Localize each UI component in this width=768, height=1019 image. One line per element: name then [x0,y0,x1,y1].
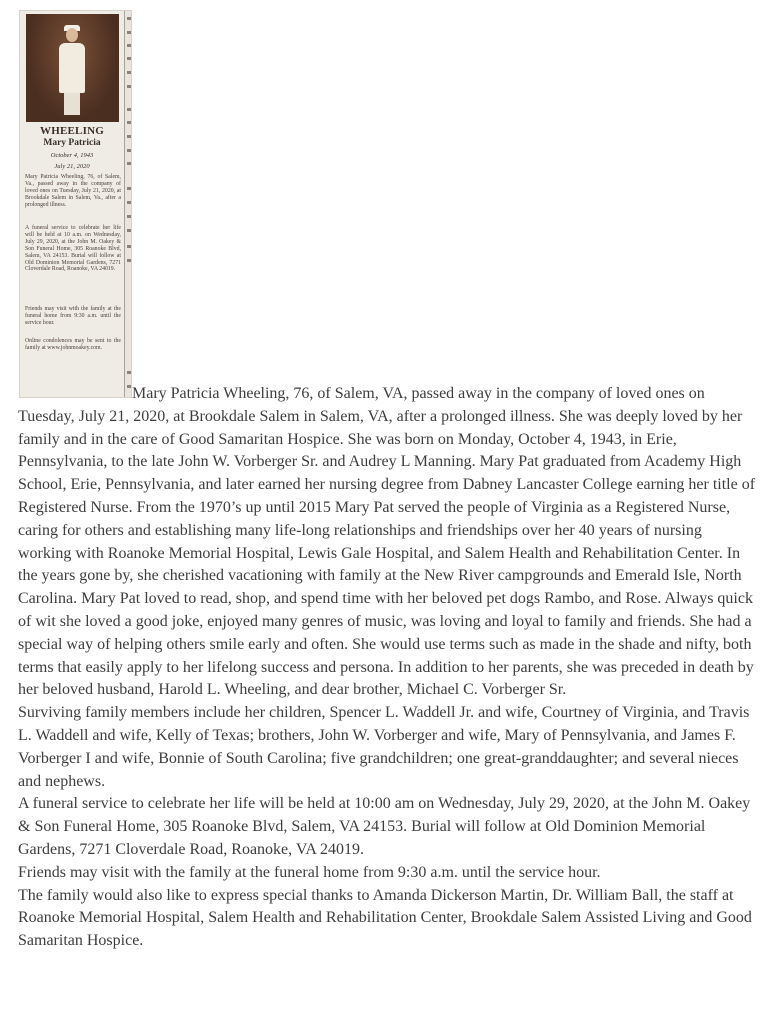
obituary-paragraph-visitation: Friends may visit with the family at the funeral home from 9:30 a.m. until the service hour. [18,863,601,881]
clipping-paragraph: A funeral service to celebrate her life will be held at 10 a.m. on Wednesday, July 29, 2020, at the John M. Oakey & Son Funeral Home, 305 Roanoke Blvd, Salem, VA 24153. Burial will follow at Old Dominion Memorial Gardens, 7271 Cloverdale Road, Roanoke, VA 24019. [25,225,121,273]
newspaper-clipping [19,10,132,398]
clipping-paragraph: Online condolences may be sent to the family at www.johnmoakey.com. [25,338,121,351]
clipping-surname: WHEELING [40,125,104,137]
clipping-paragraph: Mary Patricia Wheeling, 76, of Salem, Va., passed away in the company of loved ones on Tuesday, July 21, 2020, at Brookdale Salem in Salem, Va., after a prolonged illness. [25,174,121,208]
clipping-paragraph: Friends may visit with the family at the funeral home from 9:30 a.m. until the service hour. [25,306,121,326]
obituary-paragraph-survivors: Surviving family members include her children, Spencer L. Waddell Jr. and wife, Courtney of Virginia, and Travis L. Waddell and wife, Kelly of Texas; brothers, John W. Vorberger and wife, Mary of Pennsylvania, and James F. Vorberger I and wife, Bonnie of South Carolina; five grandchildren; one great-granddaughter; and several nieces and nephews. [18,704,750,790]
obituary-paragraph-intro: Mary Patricia Wheeling, 76, of Salem, VA, passed away in the company of loved ones on Tuesday, July 21, 2020, at Brookdale Salem in Salem, VA, after a prolonged illness. She was deeply loved by her family and in the care of Good Samaritan Hospice. She was born on Monday, October 4, 1943, in Erie, Pennsylvania, to the late John W. Vorberger Sr. and Audrey L Manning. Mary Pat graduated from Academy High School, Erie, Pennsylvania, and later earned her nursing degree from Dabney Lancaster College earning her title of Registered Nurse. From the 1970’s up until 2015 Mary Pat served the people of Virginia as a Registered Nurse, caring for others and establishing many life-long relationships and friendships over her 40 years of nursing working with Roanoke Memorial Hospital, Lewis Gale Hospital, and Salem Health and Rehabilitation Center. In the years gone by, she cherished vacationing with family at the New River campgrounds and Emerald Isle, North Carolina. Mary Pat loved to read, shop, and spend time with her beloved pet dogs Rambo, and Rose. Always quick of wit she loved a good joke, enjoyed many genres of music, was loving and loyal to family and friends. She had a special way of helping others smile early and often. She would use terms such as made in the shade and nifty, both terms that easily apply to her lifelong success and persona. In addition to her parents, she was preceded in death by her beloved husband, Harold L. Wheeling, and dear brother, Michael C. Vorberger Sr. [18,385,756,699]
clipping-given-names: Mary Patricia [43,138,101,148]
clipping-death-date: July 21, 2020 [54,163,90,170]
obituary-paragraph-thanks: The family would also like to express special thanks to Amanda Dickerson Martin, Dr. William Ball, the staff at Roanoke Memorial Hospital, Salem Health and Rehabilitation Center, Brookdale Salem Assisted Living and Good Samaritan Hospice. [18,886,752,950]
clipping-adjacent-column [124,11,132,397]
obituary-body [18,383,758,953]
portrait-photo [26,14,119,122]
clipping-birth-date: October 4, 1943 [50,152,94,159]
clipping-main-column [20,11,124,397]
obituary-paragraph-service: A funeral service to celebrate her life will be held at 10:00 am on Wednesday, July 29, 2020, at the John M. Oakey & Son Funeral Home, 305 Roanoke Blvd, Salem, VA 24153. Burial will follow at Old Dominion Memorial Gardens, 7271 Cloverdale Road, Roanoke, VA 24019. [18,795,751,858]
